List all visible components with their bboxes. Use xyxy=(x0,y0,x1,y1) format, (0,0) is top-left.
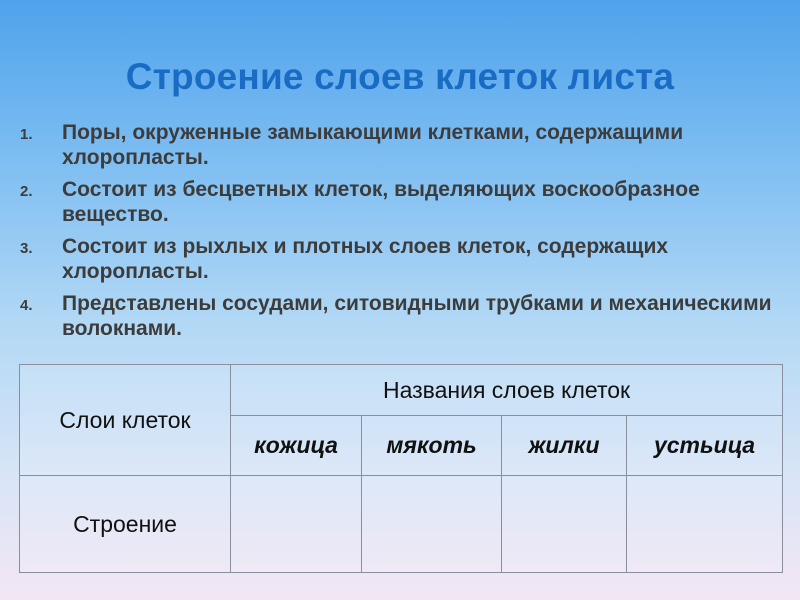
slide-title: Строение слоев клеток листа xyxy=(125,56,675,97)
cell-layers-table xyxy=(19,364,783,573)
row-label-structure: Строение xyxy=(20,476,231,573)
statement-text: Представлены сосудами, ситовидными трубками и механическими волокнами. xyxy=(62,292,772,340)
answer-cell-veins xyxy=(502,476,627,573)
table-header-row xyxy=(20,365,783,416)
column-header-mesophyll: мякоть xyxy=(362,416,502,476)
statement-number: 1. xyxy=(20,126,33,143)
statement-item xyxy=(20,120,790,170)
group-header-cell: Названия слоев клеток xyxy=(231,365,783,416)
column-header-epidermis: кожица xyxy=(231,416,362,476)
statement-number: 2. xyxy=(20,183,33,200)
table-row xyxy=(20,476,783,573)
column-header-stomata: устьица xyxy=(627,416,783,476)
statement-text: Состоит из рыхлых и плотных слоев клеток, содержащих хлоропласты. xyxy=(62,235,669,283)
statement-text: Поры, окруженные замыкающими клетками, содержащими хлоропласты. xyxy=(62,121,684,169)
row-header-cell: Слои клеток xyxy=(20,365,231,476)
statement-text: Состоит из бесцветных клеток, выделяющих воскообразное вещество. xyxy=(62,178,700,226)
answer-cell-mesophyll xyxy=(362,476,502,573)
statement-list xyxy=(20,120,790,348)
statement-number: 3. xyxy=(20,240,33,257)
column-header-veins: жилки xyxy=(502,416,627,476)
statement-item xyxy=(20,177,790,227)
answer-cell-stomata xyxy=(627,476,783,573)
statement-number: 4. xyxy=(20,297,33,314)
statement-item xyxy=(20,291,790,341)
statement-item xyxy=(20,234,790,284)
answer-cell-epidermis xyxy=(231,476,362,573)
